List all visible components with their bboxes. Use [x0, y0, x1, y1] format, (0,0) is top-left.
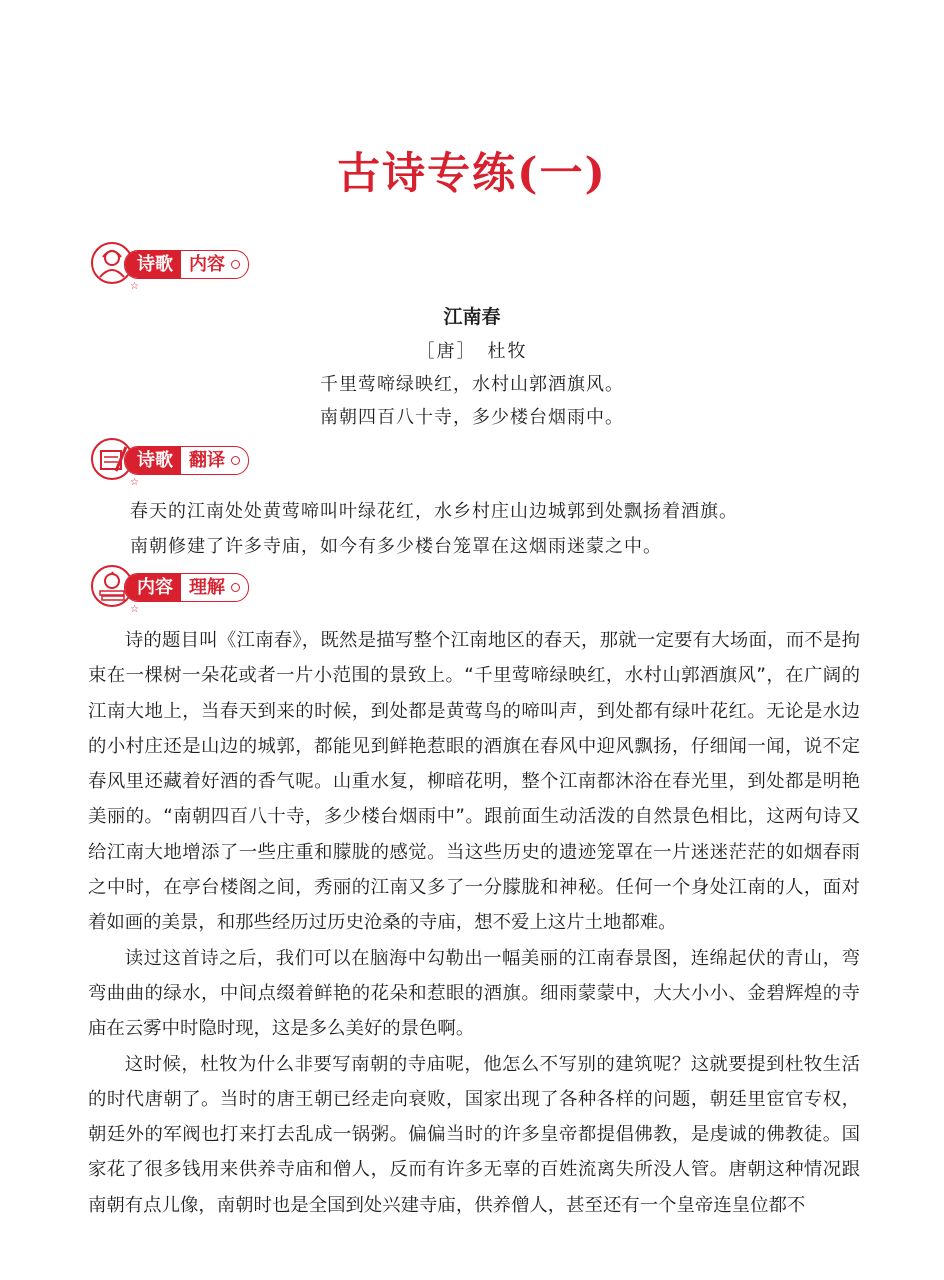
paragraph: 诗的题目叫《江南春》，既然是描写整个江南地区的春天，那就一定要有大场面，而不是拘束在一棵树一朵花或者一片小范围的景致上。“千里莺啼绿映红，水村山郭酒旗风”，在广阔的江南大地上，当春天到来的时候，到处都是黄莺鸟的啼叫声，到处都有绿叶花红。无论是水边的小村庄还是山边的城郭，都能见到鲜艳惹眼的酒旗在春风中迎风飘扬，仔细闻一闻，说不定春风里还藏着好酒的香气呢。山重水复，柳暗花明，整个江南都沐浴在春光里，到处都是明艳美丽的。“南朝四百八十寺，多少楼台烟雨中”。跟前面生动活泼的自然景色相比，这两句诗又给江南大地增添了一些庄重和朦胧的感觉。当这些历史的遗迹笼罩在一片迷迷茫茫的如烟春雨之中时，在亭台楼阁之间，秀丽的江南又多了一分朦胧和神秘。任何一个身处江南的人，面对着如画的美景，和那些经历过历史沧桑的寺庙，想不爱上这片土地都难。: [88, 630, 860, 934]
badge-dot: [231, 456, 240, 465]
page-title: 古诗专练(一): [337, 149, 607, 199]
understanding-text: [88, 623, 860, 1223]
badge-dot: [231, 583, 240, 592]
section-label-left: 诗歌: [125, 447, 181, 474]
poem-line: 千里莺啼绿映红，水村山郭酒旗风。: [320, 374, 624, 395]
section-label-left: 内容: [125, 574, 181, 601]
section-label-right: 翻译: [189, 450, 225, 471]
star-icon: ☆: [130, 604, 139, 615]
poem-line: 南朝四百八十寺，多少楼台烟雨中。: [320, 407, 624, 428]
section-badge-poem-content: [90, 241, 290, 292]
section-label-right: 内容: [189, 254, 225, 275]
poem-title: 江南春: [443, 306, 501, 328]
poem-author: ［唐］ 杜牧: [416, 341, 528, 362]
section-badge-content-understanding: [90, 564, 290, 615]
star-icon: ☆: [130, 477, 139, 488]
star-icon: ☆: [130, 281, 139, 292]
badge-dot: [231, 260, 240, 269]
section-label-left: 诗歌: [125, 251, 181, 278]
paragraph: 这时候，杜牧为什么非要写南朝的寺庙呢，他怎么不写别的建筑呢？这就要提到杜牧生活的时代唐朝了。当时的唐王朝已经走向衰败，国家出现了各种各样的问题，朝廷里宦官专权，朝廷外的军阀也打来打去乱成一锅粥。偏偏当时的许多皇帝都提倡佛教，是虔诚的佛教徒。国家花了很多钱用来供养寺庙和僧人，反而有许多无辜的百姓流离失所没人管。唐朝这种情况跟南朝有点儿像，南朝时也是全国到处兴建寺庙，供养僧人，甚至还有一个皇帝连皇位都不: [88, 1053, 860, 1216]
section-label-right: 理解: [189, 577, 225, 598]
translation-line: 春天的江南处处黄莺啼叫叶绿花红，水乡村庄山边城郭到处飘扬着酒旗。: [130, 501, 738, 522]
section-badge-poem-translation: [90, 437, 290, 488]
paragraph: 读过这首诗之后，我们可以在脑海中勾勒出一幅美丽的江南春景图，连绵起伏的青山，弯弯曲曲的绿水，中间点缀着鲜艳的花朵和惹眼的酒旗。细雨蒙蒙中，大大小小、金碧辉煌的寺庙在云雾中时隐时现，这是多么美好的景色啊。: [88, 947, 860, 1040]
translation-line: 南朝修建了许多寺庙，如今有多少楼台笼罩在这烟雨迷蒙之中。: [130, 536, 662, 557]
